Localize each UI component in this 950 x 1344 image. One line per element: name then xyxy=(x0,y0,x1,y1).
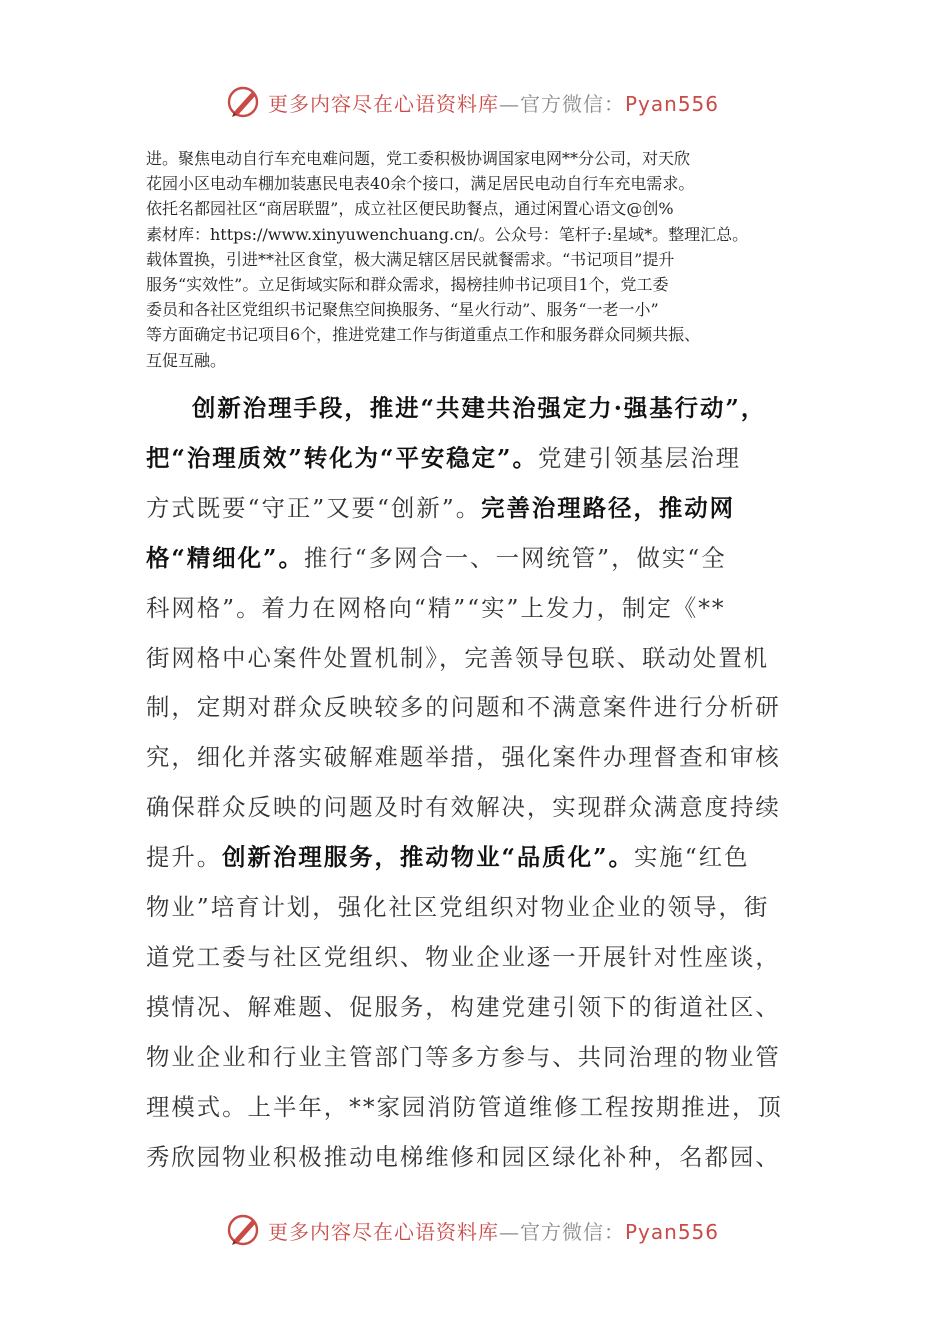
banner-brand: 更多内容尽在心语资料库 xyxy=(268,91,499,116)
text-line: 究，细化并落实破解难题举措，强化案件办理督查和审核 xyxy=(146,743,781,772)
text-line xyxy=(146,384,816,434)
pen-circle-logo-icon xyxy=(226,1212,262,1248)
text-line: 依托名都园社区“商居联盟”，成立社区便民助餐点，通过闲置心语文@创% xyxy=(146,199,674,219)
footer-banner xyxy=(226,1210,746,1250)
section-heading-cont: 把“治理质效”转化为“平安稳定”。 xyxy=(146,443,538,472)
text-line: 秀欣园物业积极推动电梯维修和园区绿化补种，名都园、 xyxy=(146,1142,781,1171)
text-line: 服务“实效性”。立足街域实际和群众需求，揭榜挂帅书记项目1个，党工委 xyxy=(146,275,669,295)
banner-text xyxy=(268,1216,719,1245)
banner-official-label: 官方微信： xyxy=(520,91,625,116)
subheading: 完善治理路径，推动网 xyxy=(481,493,736,522)
banner-separator: — xyxy=(499,1219,520,1244)
text-line xyxy=(146,833,816,883)
text-line: 载体置换，引进**社区食堂，极大满足辖区居民就餐需求。“书记项目”提升 xyxy=(146,249,675,269)
text-line: 花园小区电动车棚加装惠民电表40余个接口，满足居民电动自行车充电需求。 xyxy=(146,174,695,194)
banner-official-label: 官方微信： xyxy=(520,1219,625,1244)
text-line: 街网格中心案件处置机制》，完善领导包联、联动处置机 xyxy=(146,643,770,672)
text-line: 道党工委与社区党组织、物业企业逐一开展针对性座谈， xyxy=(146,942,781,971)
subheading-cont: 格“精细化”。 xyxy=(146,543,304,572)
body-text: 推行“多网合一、一网统管”，做实“全 xyxy=(303,543,727,572)
text-line xyxy=(146,484,816,534)
header-banner xyxy=(226,82,746,122)
subheading: 创新治理服务，推动物业“品质化”。 xyxy=(222,843,634,872)
body-text: 实施“红色 xyxy=(633,843,750,872)
body-text: 党建引领基层治理 xyxy=(537,443,742,472)
pen-circle-logo-icon xyxy=(226,84,262,120)
text-line: 物业”培育计划，强化社区党组织对物业企业的领导，街 xyxy=(146,893,770,922)
text-line: 素材库：https://www.xinyuwenchuang.cn/。公众号：笔杆子:星域*。整理汇总。 xyxy=(146,224,749,244)
text-line: 科网格”。着力在网格向“精”“实”上发力，制定《** xyxy=(146,593,726,622)
body-text: 方式既要“守正”又要“创新”。 xyxy=(146,493,482,522)
banner-wechat-id: Pyan556 xyxy=(625,91,720,116)
text-line: 摸情况、解难题、促服务，构建党建引领下的街道社区、 xyxy=(146,992,781,1021)
text-line: 确保群众反映的问题及时有效解决，实现群众满意度持续 xyxy=(146,793,781,822)
text-line: 互促互融。 xyxy=(146,350,227,370)
intro-paragraph xyxy=(146,146,816,373)
text-line: 等方面确定书记项目6个，推进党建工作与街道重点工作和服务群众同频共振、 xyxy=(146,325,701,345)
section-heading: 创新治理手段，推进“共建共治强定力·强基行动”， xyxy=(192,394,767,422)
banner-brand: 更多内容尽在心语资料库 xyxy=(268,1219,499,1244)
body-text: 提升。 xyxy=(146,843,223,872)
banner-separator: — xyxy=(499,91,520,116)
text-line xyxy=(146,534,816,584)
main-paragraph xyxy=(146,384,816,1183)
banner-text xyxy=(268,88,719,117)
text-line: 制，定期对群众反映较多的问题和不满意案件进行分析研 xyxy=(146,693,781,722)
text-line: 理模式。上半年，**家园消防管道维修工程按期推进，顶 xyxy=(146,1092,783,1121)
text-line: 委员和各社区党组织书记聚焦空间换服务、“星火行动”、服务“一老一小” xyxy=(146,300,659,320)
text-line: 物业企业和行业主管部门等多方参与、共同治理的物业管 xyxy=(146,1042,781,1071)
banner-wechat-id: Pyan556 xyxy=(625,1219,720,1244)
text-line: 进。聚焦电动自行车充电难问题，党工委积极协调国家电网**分公司，对天欣 xyxy=(146,149,691,168)
text-line xyxy=(146,434,816,484)
